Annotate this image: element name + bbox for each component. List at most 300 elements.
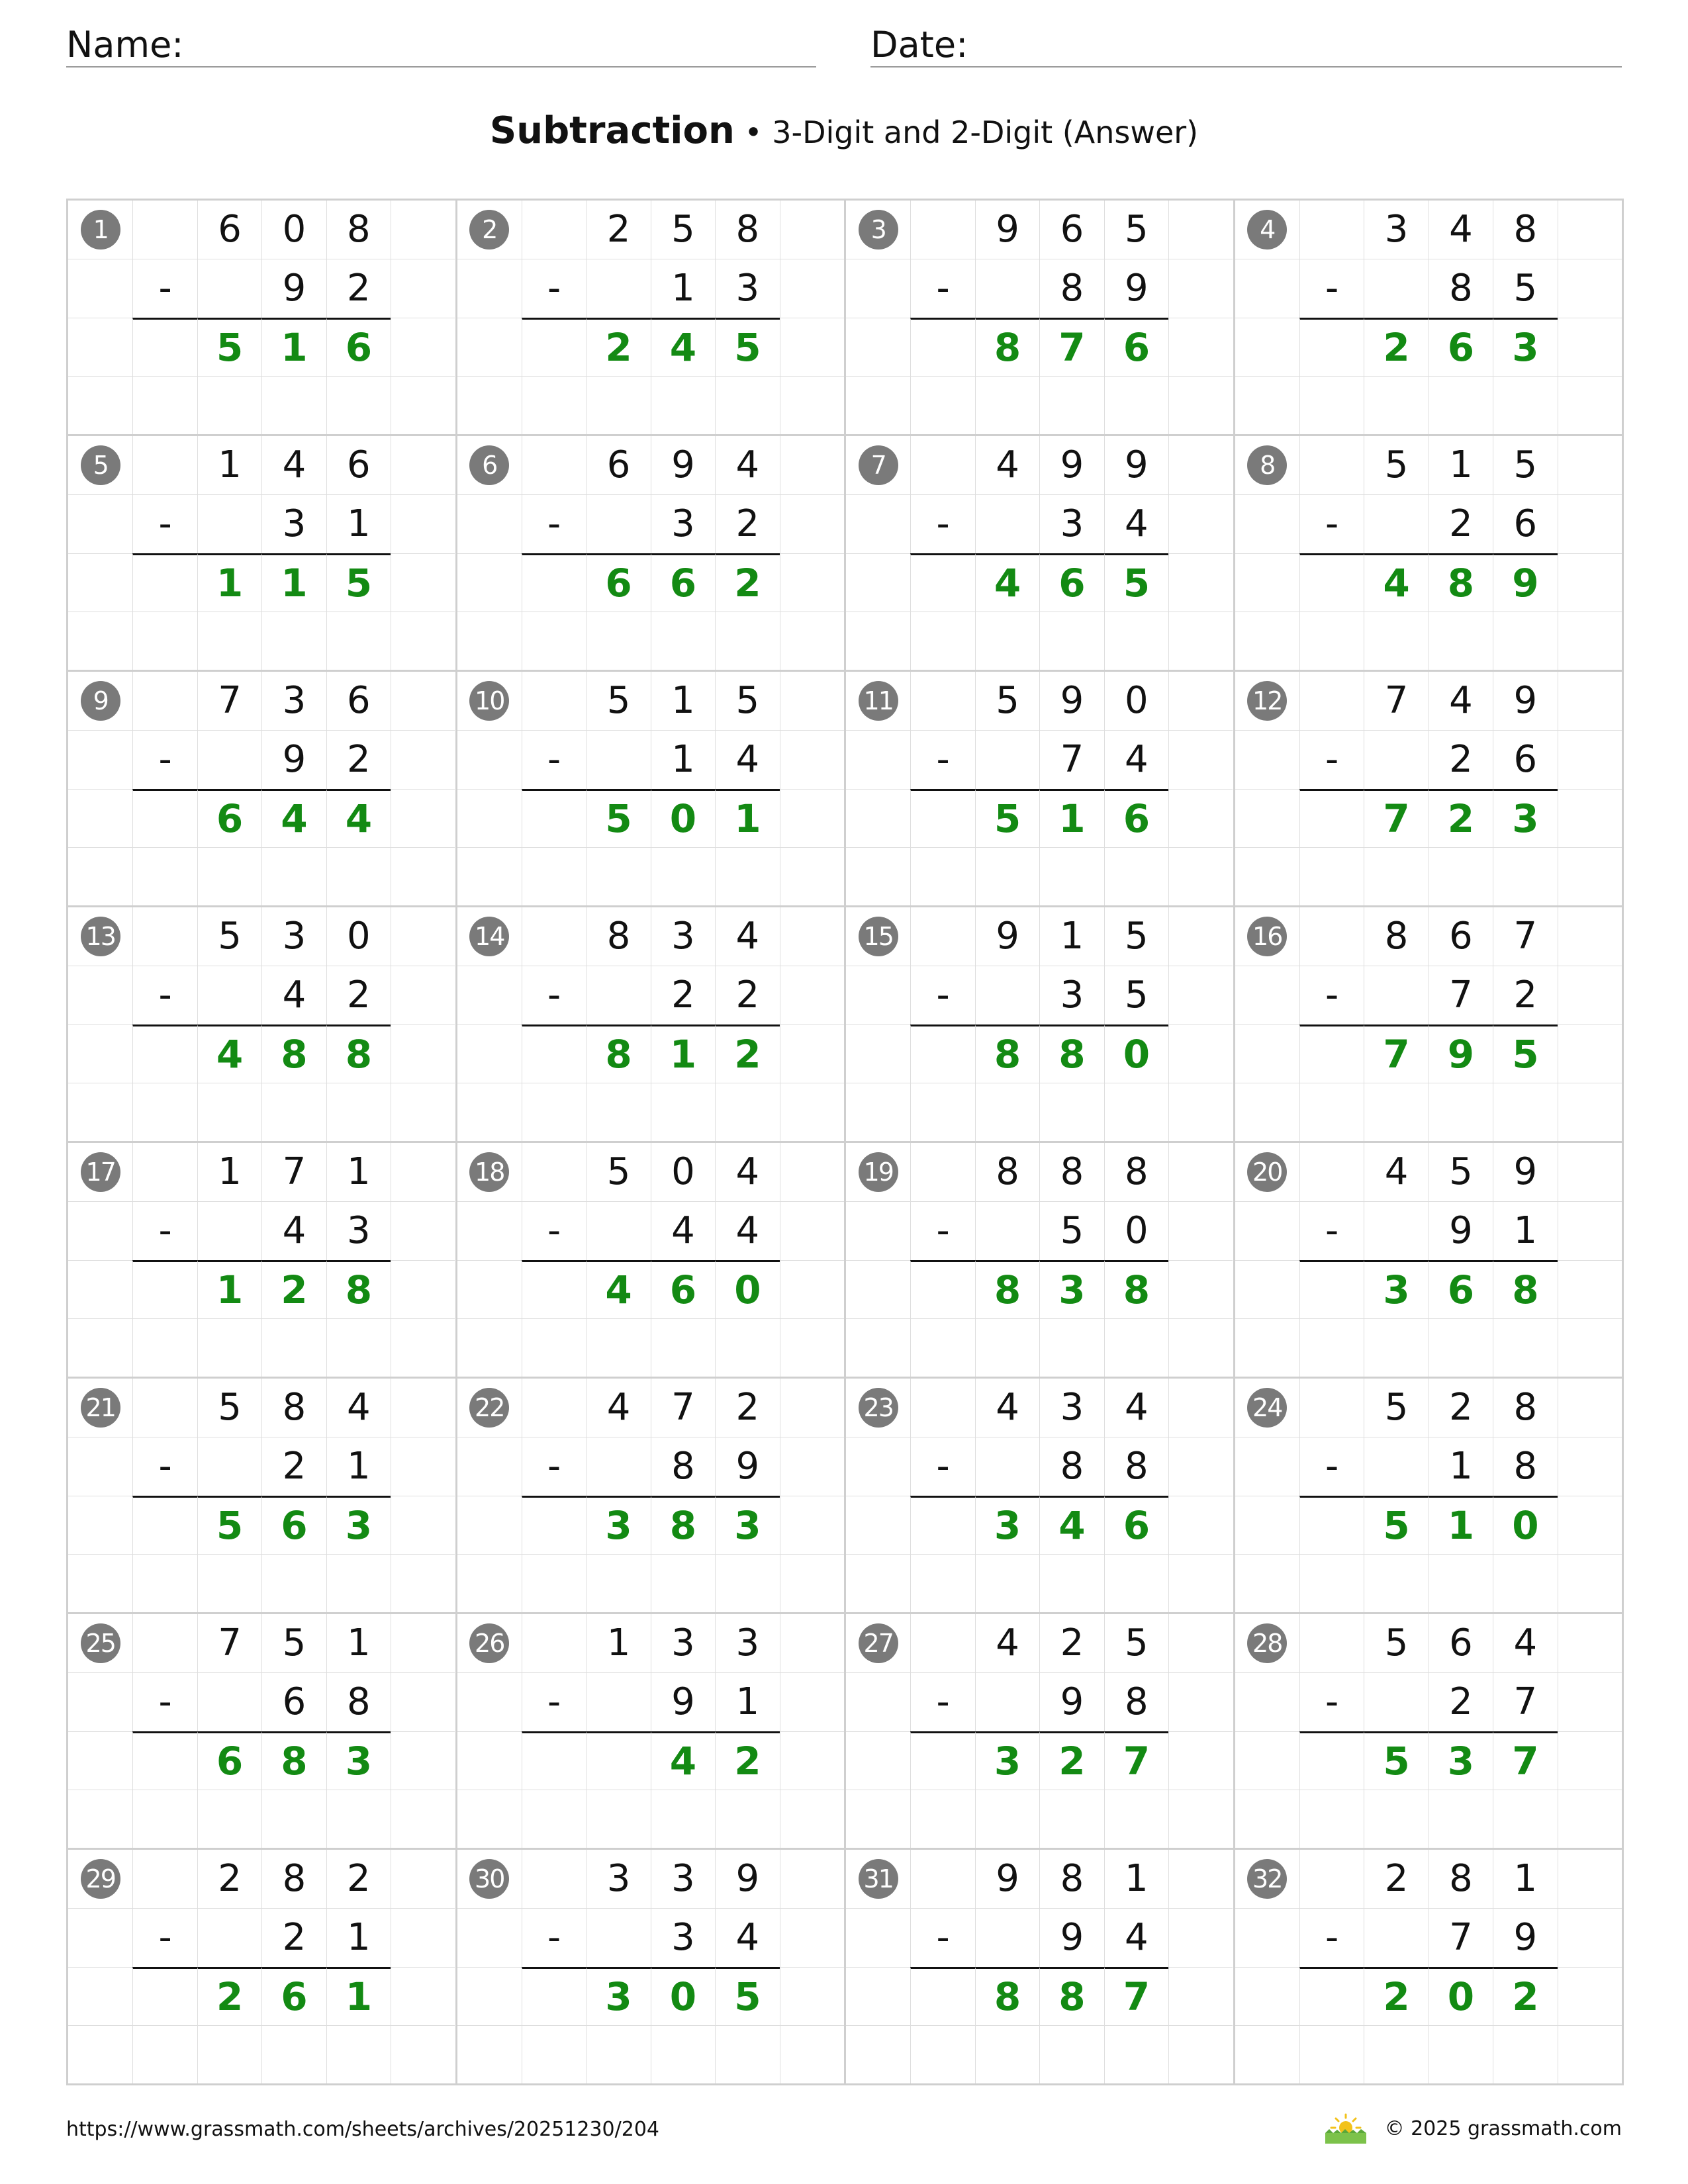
answer-digit: 6 xyxy=(326,318,391,376)
answer-digit: 7 xyxy=(1493,1731,1557,1790)
grid-cell xyxy=(1364,1318,1428,1377)
grid-cell xyxy=(1364,612,1428,670)
grid-cell xyxy=(910,318,974,376)
grid-cell xyxy=(1039,847,1103,905)
grid-cell xyxy=(846,494,910,553)
minuend-digit: 6 xyxy=(1429,1614,1493,1672)
grid-cell xyxy=(457,1083,522,1141)
subtrahend-digit: 1 xyxy=(1493,1201,1557,1259)
grid-cell xyxy=(391,612,455,670)
grid-cell xyxy=(522,789,586,847)
grid-cell xyxy=(1558,201,1622,259)
grid-cell xyxy=(68,1496,132,1554)
problem-number-badge xyxy=(1235,907,1299,966)
grid-cell xyxy=(68,318,132,376)
grid-cell xyxy=(1235,1318,1299,1377)
grid-cell xyxy=(197,612,261,670)
answer-digit: 5 xyxy=(1364,1496,1428,1554)
answer-digit: 8 xyxy=(975,1260,1039,1318)
grid-cell xyxy=(522,1083,586,1141)
problem-10 xyxy=(455,670,845,905)
minuend-digit: 7 xyxy=(197,1614,261,1672)
grid-cell xyxy=(522,1967,586,2025)
grid-cell xyxy=(68,1731,132,1790)
grid-cell xyxy=(651,2025,715,2083)
minuend-digit: 6 xyxy=(1429,907,1493,966)
problem-number-badge xyxy=(457,201,522,259)
subtrahend-digit: 1 xyxy=(1429,1437,1493,1495)
problem-number: 26 xyxy=(469,1623,509,1663)
grid-cell xyxy=(1104,612,1168,670)
minuend-digit: 1 xyxy=(651,672,715,730)
grid-cell xyxy=(1493,847,1557,905)
subtrahend-digit xyxy=(586,494,650,553)
grid-cell xyxy=(1168,1790,1233,1848)
subtrahend-digit xyxy=(975,494,1039,553)
grid-cell xyxy=(132,847,197,905)
subtrahend-digit: 2 xyxy=(261,1908,326,1966)
answer-digit: 5 xyxy=(975,789,1039,847)
minuend-digit: 9 xyxy=(1493,1143,1557,1201)
answer-digit: 8 xyxy=(261,1731,326,1790)
problem-number: 4 xyxy=(1247,210,1287,250)
subtrahend-digit: 2 xyxy=(326,966,391,1024)
grid-cell xyxy=(68,2025,132,2083)
subtrahend-digit: 3 xyxy=(261,494,326,553)
grid-cell xyxy=(132,376,197,434)
grid-cell xyxy=(391,494,455,553)
footer-right xyxy=(1323,2110,1622,2147)
grid-cell xyxy=(1168,1318,1233,1377)
grid-cell xyxy=(1104,1554,1168,1612)
minuend-digit: 1 xyxy=(326,1614,391,1672)
grid-cell xyxy=(1039,1554,1103,1612)
minuend-digit: 5 xyxy=(1364,1379,1428,1437)
minus-sign: - xyxy=(132,494,197,553)
footer-url: https://www.grassmath.com/sheets/archives/20251230/204 xyxy=(66,2118,660,2141)
minuend-digit: 6 xyxy=(1039,201,1103,259)
grid-cell xyxy=(391,1143,455,1201)
problem-number-badge xyxy=(1235,1850,1299,1908)
grid-cell xyxy=(715,376,779,434)
problem-24 xyxy=(1233,1377,1622,1612)
answer-digit: 5 xyxy=(715,318,779,376)
minuend-digit: 4 xyxy=(326,1379,391,1437)
grid-cell xyxy=(1235,1437,1299,1495)
answer-digit: 6 xyxy=(1104,789,1168,847)
grid-cell xyxy=(1558,1790,1622,1848)
grid-cell xyxy=(522,1379,586,1437)
answer-digit: 3 xyxy=(1493,789,1557,847)
problem-number: 5 xyxy=(81,445,120,485)
grid-cell xyxy=(780,847,844,905)
grid-cell xyxy=(846,376,910,434)
problem-number-badge xyxy=(846,201,910,259)
problem-number: 11 xyxy=(859,681,898,721)
grid-cell xyxy=(391,847,455,905)
grid-cell xyxy=(522,847,586,905)
grid-cell xyxy=(391,436,455,494)
subtrahend-digit: 9 xyxy=(261,730,326,788)
problem-number: 25 xyxy=(81,1623,120,1663)
grid-cell xyxy=(522,1496,586,1554)
grid-cell xyxy=(522,672,586,730)
problem-number-badge xyxy=(457,1850,522,1908)
grid-cell xyxy=(68,259,132,317)
minus-sign: - xyxy=(1299,259,1364,317)
grid-cell xyxy=(1429,1554,1493,1612)
subtrahend-digit: 5 xyxy=(1104,966,1168,1024)
minuend-digit: 5 xyxy=(197,907,261,966)
grid-cell xyxy=(132,2025,197,2083)
problem-number-badge xyxy=(1235,1379,1299,1437)
problem-number: 28 xyxy=(1247,1623,1287,1663)
grid-cell xyxy=(1558,1143,1622,1201)
minus-sign: - xyxy=(910,494,974,553)
grid-cell xyxy=(1168,2025,1233,2083)
grid-cell xyxy=(846,1083,910,1141)
grid-cell xyxy=(522,1260,586,1318)
grid-cell xyxy=(1299,1850,1364,1908)
grid-cell xyxy=(910,1554,974,1612)
subtrahend-digit: 3 xyxy=(651,1908,715,1966)
minuend-digit: 7 xyxy=(651,1379,715,1437)
problem-number: 9 xyxy=(81,681,120,721)
grid-cell xyxy=(68,847,132,905)
grid-cell xyxy=(1493,376,1557,434)
grid-cell xyxy=(1493,1554,1557,1612)
problem-number-badge xyxy=(846,1143,910,1201)
grid-cell xyxy=(391,1260,455,1318)
grid-cell xyxy=(780,318,844,376)
minus-sign: - xyxy=(910,1672,974,1731)
grid-cell xyxy=(68,1790,132,1848)
subtrahend-digit: 4 xyxy=(651,1201,715,1259)
grid-cell xyxy=(780,1143,844,1201)
minuend-digit: 8 xyxy=(1429,1850,1493,1908)
minuend-digit: 5 xyxy=(1104,201,1168,259)
grid-cell xyxy=(391,1024,455,1083)
grid-cell xyxy=(1168,201,1233,259)
grid-cell xyxy=(975,612,1039,670)
minuend-digit: 4 xyxy=(1429,201,1493,259)
grid-cell xyxy=(780,672,844,730)
problem-27 xyxy=(844,1612,1233,1848)
minus-sign: - xyxy=(910,1908,974,1966)
minuend-digit: 5 xyxy=(1104,1614,1168,1672)
grid-cell xyxy=(1364,1790,1428,1848)
problem-25 xyxy=(66,1612,455,1848)
grid-cell xyxy=(522,2025,586,2083)
grid-cell xyxy=(910,201,974,259)
problem-number: 19 xyxy=(859,1152,898,1192)
grid-cell xyxy=(1558,2025,1622,2083)
subtrahend-digit xyxy=(1364,966,1428,1024)
subtrahend-digit: 0 xyxy=(1104,1201,1168,1259)
answer-digit: 8 xyxy=(975,1967,1039,2025)
grid-cell xyxy=(522,1790,586,1848)
grid-cell xyxy=(780,612,844,670)
grid-cell xyxy=(132,789,197,847)
subtrahend-digit: 1 xyxy=(326,494,391,553)
problem-number-badge xyxy=(846,1614,910,1672)
grid-cell xyxy=(910,612,974,670)
problem-8 xyxy=(1233,434,1622,670)
problem-number-badge xyxy=(457,1379,522,1437)
grid-cell xyxy=(326,2025,391,2083)
problem-number: 22 xyxy=(469,1388,509,1428)
answer-digit: 4 xyxy=(197,1024,261,1083)
answer-digit: 4 xyxy=(1039,1496,1103,1554)
grid-cell xyxy=(391,201,455,259)
grid-cell xyxy=(457,494,522,553)
problem-number-badge xyxy=(457,672,522,730)
grid-cell xyxy=(391,672,455,730)
subtrahend-digit: 2 xyxy=(1429,1672,1493,1731)
grid-cell xyxy=(1235,553,1299,612)
minuend-digit: 1 xyxy=(1429,436,1493,494)
problem-number-badge xyxy=(68,1379,132,1437)
grid-cell xyxy=(1235,730,1299,788)
subtrahend-digit: 9 xyxy=(651,1672,715,1731)
grid-cell xyxy=(1558,1379,1622,1437)
minuend-digit: 5 xyxy=(1429,1143,1493,1201)
minuend-digit: 5 xyxy=(1493,436,1557,494)
grid-cell xyxy=(522,1731,586,1790)
grid-cell xyxy=(1558,730,1622,788)
grid-cell xyxy=(261,1790,326,1848)
grid-cell xyxy=(132,907,197,966)
minuend-digit: 3 xyxy=(586,1850,650,1908)
minuend-digit: 4 xyxy=(975,436,1039,494)
grid-cell xyxy=(975,2025,1039,2083)
grid-cell xyxy=(780,1496,844,1554)
answer-digit: 2 xyxy=(1364,318,1428,376)
answer-digit: 5 xyxy=(1493,1024,1557,1083)
answer-digit: 8 xyxy=(326,1024,391,1083)
problem-16 xyxy=(1233,905,1622,1141)
grid-cell xyxy=(1235,1496,1299,1554)
grid-cell xyxy=(391,553,455,612)
minuend-digit: 2 xyxy=(1364,1850,1428,1908)
grid-cell xyxy=(910,436,974,494)
problem-number: 12 xyxy=(1247,681,1287,721)
grid-cell xyxy=(846,1318,910,1377)
subtrahend-digit xyxy=(197,1201,261,1259)
minuend-digit: 5 xyxy=(715,672,779,730)
problem-number: 2 xyxy=(469,210,509,250)
minus-sign: - xyxy=(132,966,197,1024)
grid-cell xyxy=(1235,1908,1299,1966)
answer-digit: 8 xyxy=(261,1024,326,1083)
subtrahend-digit: 1 xyxy=(326,1437,391,1495)
minuend-digit: 5 xyxy=(1104,907,1168,966)
minuend-digit: 9 xyxy=(975,1850,1039,1908)
grid-cell xyxy=(522,1143,586,1201)
problem-18 xyxy=(455,1141,845,1377)
answer-digit: 0 xyxy=(1429,1967,1493,2025)
grid-cell xyxy=(197,376,261,434)
minuend-digit: 6 xyxy=(326,672,391,730)
date-field[interactable] xyxy=(870,20,1622,68)
grid-cell xyxy=(910,1790,974,1848)
grid-cell xyxy=(132,1496,197,1554)
grid-cell xyxy=(457,1496,522,1554)
grid-cell xyxy=(522,318,586,376)
grid-cell xyxy=(326,1554,391,1612)
grid-cell xyxy=(1168,1083,1233,1141)
minuend-digit: 5 xyxy=(197,1379,261,1437)
grid-cell xyxy=(326,1318,391,1377)
grid-cell xyxy=(1104,2025,1168,2083)
grid-cell xyxy=(68,1024,132,1083)
grid-cell xyxy=(1235,1672,1299,1731)
grid-cell xyxy=(457,1672,522,1731)
grid-cell xyxy=(651,847,715,905)
subtrahend-digit: 3 xyxy=(1039,966,1103,1024)
subtrahend-digit: 4 xyxy=(715,1201,779,1259)
grid-cell xyxy=(780,1614,844,1672)
answer-digit: 4 xyxy=(261,789,326,847)
problem-number: 14 xyxy=(469,917,509,956)
answer-digit xyxy=(586,1731,650,1790)
grid-cell xyxy=(1104,847,1168,905)
grid-cell xyxy=(1235,2025,1299,2083)
problem-number-badge xyxy=(846,1379,910,1437)
answer-digit: 8 xyxy=(1039,1024,1103,1083)
subtrahend-digit: 5 xyxy=(1493,259,1557,317)
subtrahend-digit: 4 xyxy=(1104,1908,1168,1966)
problem-20 xyxy=(1233,1141,1622,1377)
subtrahend-digit: 8 xyxy=(1429,259,1493,317)
grid-cell xyxy=(522,1614,586,1672)
subtrahend-digit xyxy=(197,966,261,1024)
name-label: Name: xyxy=(66,24,184,66)
grid-cell xyxy=(651,376,715,434)
grid-cell xyxy=(780,376,844,434)
subtrahend-digit xyxy=(1364,1672,1428,1731)
grid-cell xyxy=(391,2025,455,2083)
grid-cell xyxy=(1558,672,1622,730)
grid-cell xyxy=(391,730,455,788)
minuend-digit: 6 xyxy=(197,201,261,259)
problem-22 xyxy=(455,1377,845,1612)
grid-cell xyxy=(1299,1496,1364,1554)
problem-number-badge xyxy=(846,436,910,494)
answer-digit: 8 xyxy=(1429,553,1493,612)
subtrahend-digit: 1 xyxy=(651,730,715,788)
grid-cell xyxy=(975,1554,1039,1612)
grid-cell xyxy=(715,612,779,670)
grid-cell xyxy=(1558,1731,1622,1790)
minus-sign: - xyxy=(910,966,974,1024)
grid-cell xyxy=(1299,1260,1364,1318)
subtrahend-digit: 8 xyxy=(1104,1437,1168,1495)
grid-cell xyxy=(1558,259,1622,317)
grid-cell xyxy=(1299,1731,1364,1790)
minuend-digit: 8 xyxy=(1039,1143,1103,1201)
grid-cell xyxy=(197,847,261,905)
problem-number: 27 xyxy=(859,1623,898,1663)
problem-number: 3 xyxy=(859,210,898,250)
answer-digit: 5 xyxy=(326,553,391,612)
grid-cell xyxy=(586,1790,650,1848)
grid-cell xyxy=(780,1731,844,1790)
grid-cell xyxy=(780,907,844,966)
grid-cell xyxy=(132,1614,197,1672)
grid-cell xyxy=(846,730,910,788)
grid-cell xyxy=(1168,1496,1233,1554)
problem-number-badge xyxy=(1235,436,1299,494)
minuend-digit: 8 xyxy=(1104,1143,1168,1201)
grid-cell xyxy=(1235,318,1299,376)
grid-cell xyxy=(1558,1908,1622,1966)
name-field[interactable] xyxy=(66,20,816,68)
grid-cell xyxy=(910,1614,974,1672)
answer-digit: 1 xyxy=(197,553,261,612)
grid-cell xyxy=(391,318,455,376)
minuend-digit: 9 xyxy=(1493,672,1557,730)
problem-number-badge xyxy=(457,1614,522,1672)
minus-sign: - xyxy=(522,1908,586,1966)
grid-cell xyxy=(132,612,197,670)
grid-cell xyxy=(846,1967,910,2025)
problem-9 xyxy=(66,670,455,905)
grid-cell xyxy=(1299,2025,1364,2083)
problem-number-badge xyxy=(1235,1614,1299,1672)
answer-digit: 2 xyxy=(715,553,779,612)
grid-cell xyxy=(457,1318,522,1377)
answer-digit: 3 xyxy=(1039,1260,1103,1318)
grid-cell xyxy=(1299,1143,1364,1201)
subtrahend-digit: 7 xyxy=(1429,1908,1493,1966)
minus-sign: - xyxy=(910,259,974,317)
answer-digit: 1 xyxy=(1429,1496,1493,1554)
grid-cell xyxy=(68,1437,132,1495)
grid-cell xyxy=(1168,259,1233,317)
minuend-digit: 4 xyxy=(975,1614,1039,1672)
grid-cell xyxy=(910,1731,974,1790)
minuend-digit: 2 xyxy=(197,1850,261,1908)
minuend-digit: 5 xyxy=(586,672,650,730)
grid-cell xyxy=(1168,1672,1233,1731)
answer-digit: 3 xyxy=(1493,318,1557,376)
problem-number-badge xyxy=(68,436,132,494)
minuend-digit: 4 xyxy=(1364,1143,1428,1201)
subtrahend-digit: 3 xyxy=(326,1201,391,1259)
grid-cell xyxy=(522,1850,586,1908)
grid-cell xyxy=(1558,1967,1622,2025)
grid-cell xyxy=(586,1318,650,1377)
grid-cell xyxy=(780,2025,844,2083)
grid-cell xyxy=(522,1024,586,1083)
grid-cell xyxy=(391,376,455,434)
grid-cell xyxy=(391,907,455,966)
subtrahend-digit: 2 xyxy=(1429,730,1493,788)
problem-number: 30 xyxy=(469,1859,509,1899)
minuend-digit: 4 xyxy=(715,1143,779,1201)
grid-cell xyxy=(132,201,197,259)
grid-cell xyxy=(1558,1318,1622,1377)
grid-cell xyxy=(261,612,326,670)
problem-number: 23 xyxy=(859,1388,898,1428)
grid-cell xyxy=(780,436,844,494)
problem-6 xyxy=(455,434,845,670)
problem-number: 24 xyxy=(1247,1388,1287,1428)
grid-cell xyxy=(391,1554,455,1612)
minuend-digit: 9 xyxy=(651,436,715,494)
problem-14 xyxy=(455,905,845,1141)
